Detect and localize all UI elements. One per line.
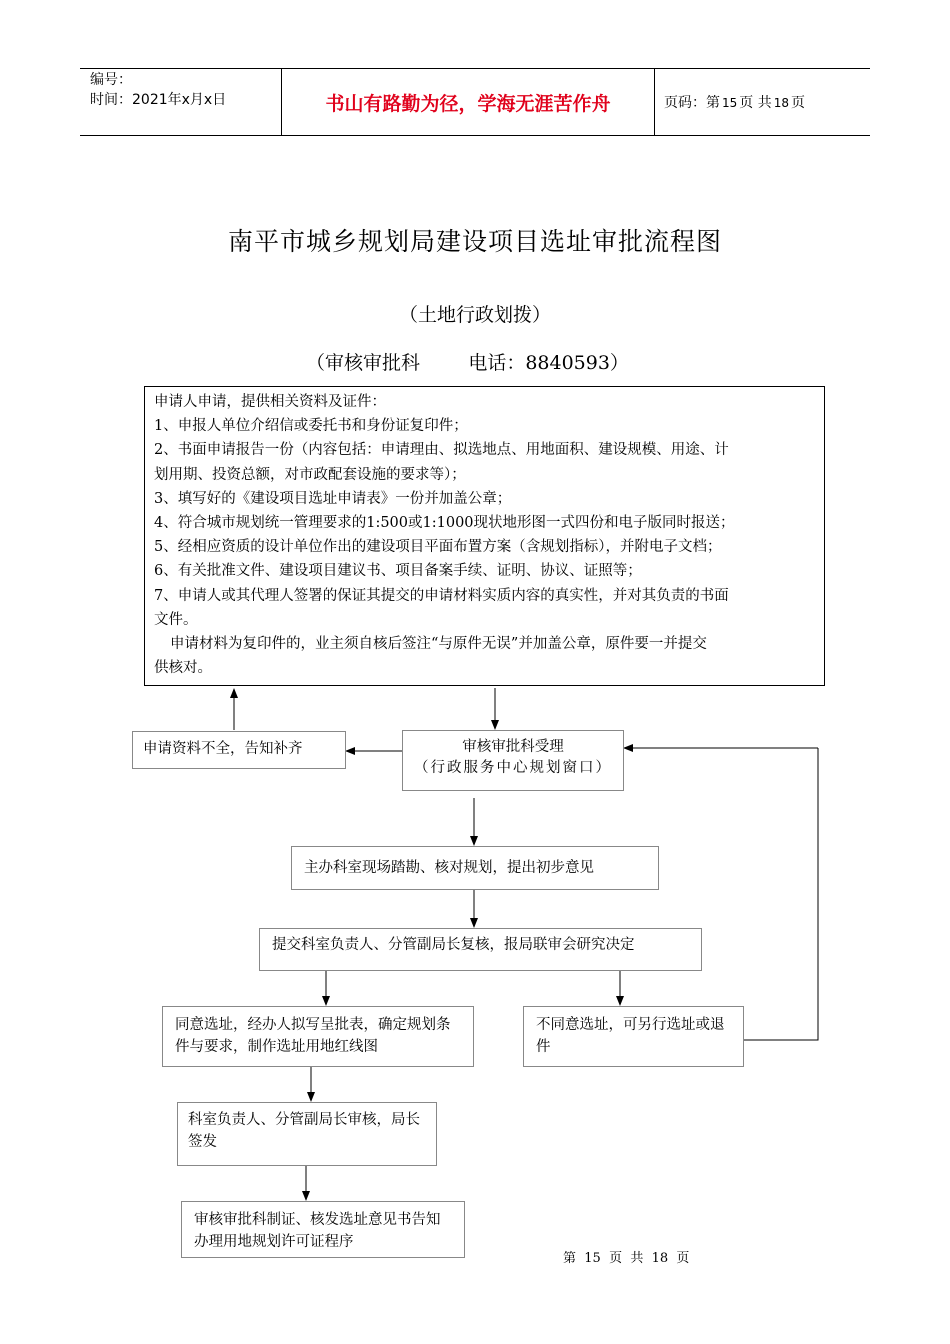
header-number-label: 编号： [90,72,132,88]
agree-text: 同意选址，经办人拟写呈批表，确定规划条件与要求，制作选址用地红线图 [175,1017,451,1055]
header-page-current: 15 [722,96,738,110]
header-motto: 书山有路勤为径，学海无涯苦作舟 [325,93,611,115]
sign-box [177,1102,437,1166]
req-note-b: 供核对。 [154,660,212,677]
disagree-text: 不同意选址，可另行选址或退件 [536,1017,725,1055]
req-line-7a: 7、申请人或其代理人签署的保证其提交的申请材料实质内容的真实性，并对其负责的书面 [154,587,729,604]
review-text: 提交科室负责人、分管副局长复核，报局联审会研究决定 [272,937,635,953]
accept-box [402,730,624,791]
footer-page-number: 第 15 页 共 18 页 [563,1251,690,1266]
document-title: 南平市城乡规划局建设项目选址审批流程图 [227,227,722,256]
issue-text: 审核审批科制证、核发选址意见书告知办理用地规划许可证程序 [194,1212,441,1250]
sign-text: 科室负责人、分管副局长审核，局长签发 [188,1112,420,1150]
survey-box [291,846,659,890]
req-line-1: 1、申报人单位介绍信或委托书和身份证复印件； [154,418,468,435]
header-time-label: 时间：2021年x月x日 [90,92,227,108]
header-page-prefix: 页码：第 [664,95,720,111]
department-phone-line: （审核审批科 电话：8840593） [306,352,629,374]
req-line-4: 4、符合城市规划统一管理要求的1:500或1:1000现状地形图一式四份和电子版同时报送； [154,515,735,532]
requirements-box [144,386,825,686]
incomplete-notice-box [132,731,346,769]
req-line-3: 3、填写好的《建设项目选址申请表》一份并加盖公章； [154,490,512,507]
incomplete-notice-text: 申请资料不全，告知补齐 [143,741,303,757]
header-page-total: 18 [773,96,790,110]
header-page-mid: 页 共 [739,95,772,111]
issue-box [181,1201,465,1258]
req-line-2b: 划用期、投资总额，对市政配套设施的要求等）； [154,466,466,483]
loop-disagree-to-accept [743,748,818,1040]
req-line-intro: 申请人申请，提供相关资料及证件： [154,394,386,410]
req-note-a: 申请材料为复印件的，业主须自核后签注“与原件无误”并加盖公章，原件要一并提交 [170,636,707,653]
req-line-5: 5、经相应资质的设计单位作出的建设项目平面布置方案（含规划指标），并附电子文档； [154,539,722,556]
review-box [259,928,702,971]
disagree-box [523,1006,744,1067]
header-page-suffix: 页 [791,95,806,111]
accept-title: 审核审批科受理 [462,739,564,755]
survey-text: 主办科室现场踏勘、核对规划，提出初步意见 [304,860,594,876]
accept-subtitle: （行政服务中心规划窗口） [414,760,612,776]
req-line-2a: 2、书面申请报告一份（内容包括：申请理由、拟选地点、用地面积、建设规模、用途、计 [154,442,729,459]
req-line-7b: 文件。 [154,611,198,628]
document-subtitle: （土地行政划拨） [398,304,551,326]
agree-box [162,1006,474,1067]
req-line-6: 6、有关批准文件、建设项目建议书、项目备案手续、证明、协议、证照等； [154,563,642,580]
